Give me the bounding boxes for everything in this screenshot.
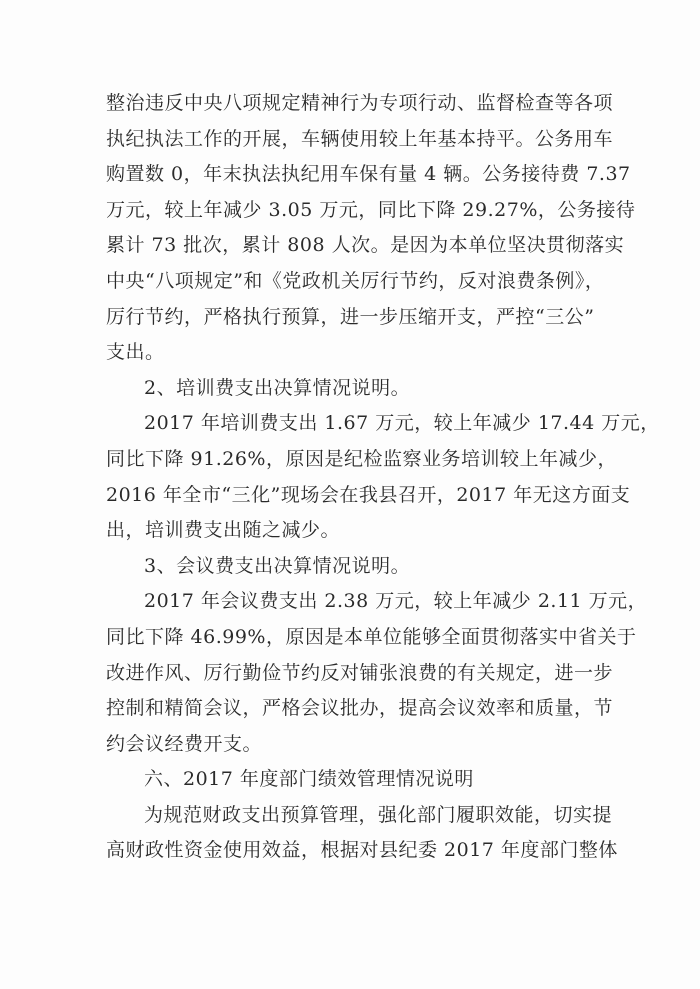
text-line: 累计 73 批次，累计 808 人次。是因为本单位坚决贯彻落实 (106, 234, 625, 257)
document-body (106, 86, 660, 869)
text-line: 同比下降 46.99%，原因是本单位能够全面贯彻落实中省关于 (106, 625, 637, 648)
section-heading: 六、2017 年度部门绩效管理情况说明 (144, 768, 474, 791)
section-heading: 2、培训费支出决算情况说明。 (144, 376, 411, 399)
text-line: 控制和精简会议，严格会议批办，提高会议效率和质量，节 (106, 697, 614, 720)
text-line: 高财政性资金使用效益，根据对县纪委 2017 年度部门整体 (106, 839, 618, 862)
text-line: 2017 年培训费支出 1.67 万元，较上年减少 17.44 万元， (144, 412, 660, 435)
text-line: 2017 年会议费支出 2.38 万元，较上年减少 2.11 万元， (144, 590, 648, 613)
text-line: 中央“八项规定”和《党政机关厉行节约，反对浪费条例》， (106, 269, 605, 292)
text-line: 执纪执法工作的开展，车辆使用较上年基本持平。公务用车 (106, 127, 614, 150)
text-line: 为规范财政支出预算管理，强化部门履职效能，切实提 (144, 803, 613, 826)
text-line: 购置数 0，年末执法执纪用车保有量 4 辆。公务接待费 7.37 (106, 163, 631, 186)
text-line: 整治违反中央八项规定精神行为专项行动、监督检查等各项 (106, 92, 614, 114)
text-line: 约会议经费开支。 (106, 732, 263, 755)
text-line: 支出。 (106, 341, 165, 364)
text-line: 同比下降 91.26%，原因是纪检监察业务培训较上年减少， (106, 447, 617, 470)
text-line: 厉行节约，严格执行预算，进一步压缩开支，严控“三公” (106, 305, 595, 328)
text-line: 2016 年全市“三化”现场会在我县召开，2017 年无这方面支 (106, 483, 631, 506)
section-heading: 3、会议费支出决算情况说明。 (144, 554, 411, 577)
text-line: 万元，较上年减少 3.05 万元，同比下降 29.27%，公务接待 (106, 198, 636, 221)
text-line: 出，培训费支出随之减少。 (106, 519, 341, 542)
text-line: 改进作风、厉行勤俭节约反对铺张浪费的有关规定，进一步 (106, 661, 614, 684)
